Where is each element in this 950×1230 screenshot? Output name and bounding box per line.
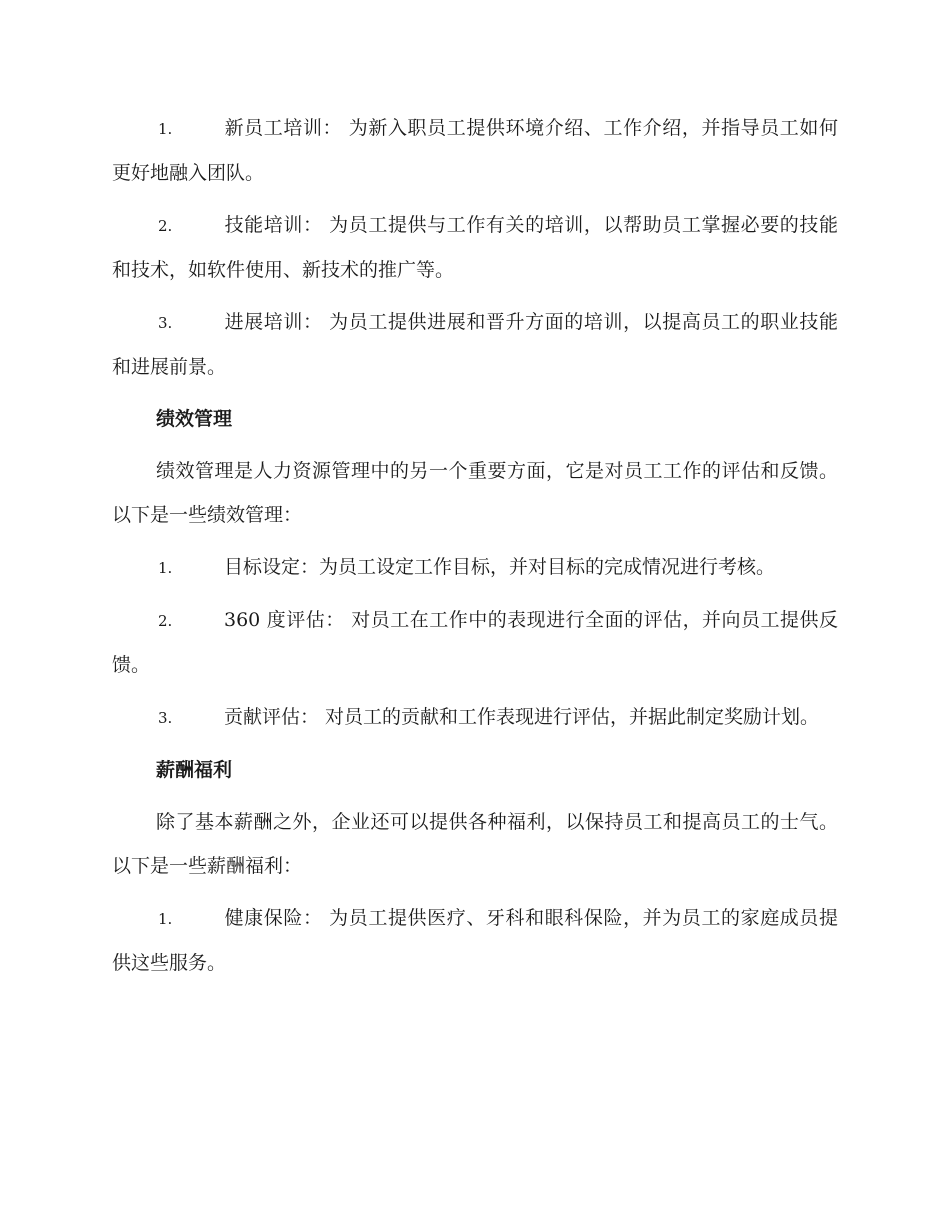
section-intro-compensation: 除了基本薪酬之外，企业还可以提供各种福利，以保持员工和提高员工的士气。以下是一些薪酬福利： — [112, 811, 838, 877]
list-text: 新员工培训： 为新入职员工提供环境介绍、工作介绍，并指导员工如何更好地融入团队。 — [112, 117, 838, 184]
list-text: 技能培训： 为员工提供与工作有关的培训，以帮助员工掌握必要的技能和技术，如软件使用、新技术的推广等。 — [112, 214, 838, 281]
list-text: 贡献评估： 对员工的贡献和工作表现进行评估，并据此制定奖励计划。 — [224, 706, 820, 728]
section-heading-performance: 绩效管理 — [156, 408, 233, 430]
list-number: 2. — [158, 217, 173, 235]
section-intro-performance: 绩效管理是人力资源管理中的另一个重要方面，它是对员工工作的评估和反馈。以下是一些绩效管理： — [112, 460, 838, 526]
list-number: 1. — [158, 910, 173, 928]
list-item — [112, 203, 838, 292]
list-number: 3. — [158, 314, 173, 332]
list-text: 进展培训： 为员工提供进展和晋升方面的培训，以提高员工的职业技能和进展前景。 — [112, 311, 838, 378]
section-heading-compensation: 薪酬福利 — [156, 759, 233, 781]
list-text: 健康保险： 为员工提供医疗、牙科和眼科保险，并为员工的家庭成员提供这些服务。 — [112, 907, 838, 974]
list-text: 360 度评估： 对员工在工作中的表现进行全面的评估，并向员工提供反馈。 — [112, 609, 838, 676]
list-number: 1. — [158, 120, 173, 138]
list-item — [112, 896, 838, 985]
list-number: 1. — [158, 559, 173, 577]
list-number: 2. — [158, 612, 173, 630]
list-item — [112, 545, 838, 590]
list-item — [112, 300, 838, 389]
list-item — [112, 598, 838, 687]
list-text: 目标设定：为员工设定工作目标，并对目标的完成情况进行考核。 — [224, 556, 776, 578]
list-number: 3. — [158, 709, 173, 727]
list-item — [112, 106, 838, 195]
document-body — [112, 106, 838, 993]
list-item — [112, 695, 838, 740]
